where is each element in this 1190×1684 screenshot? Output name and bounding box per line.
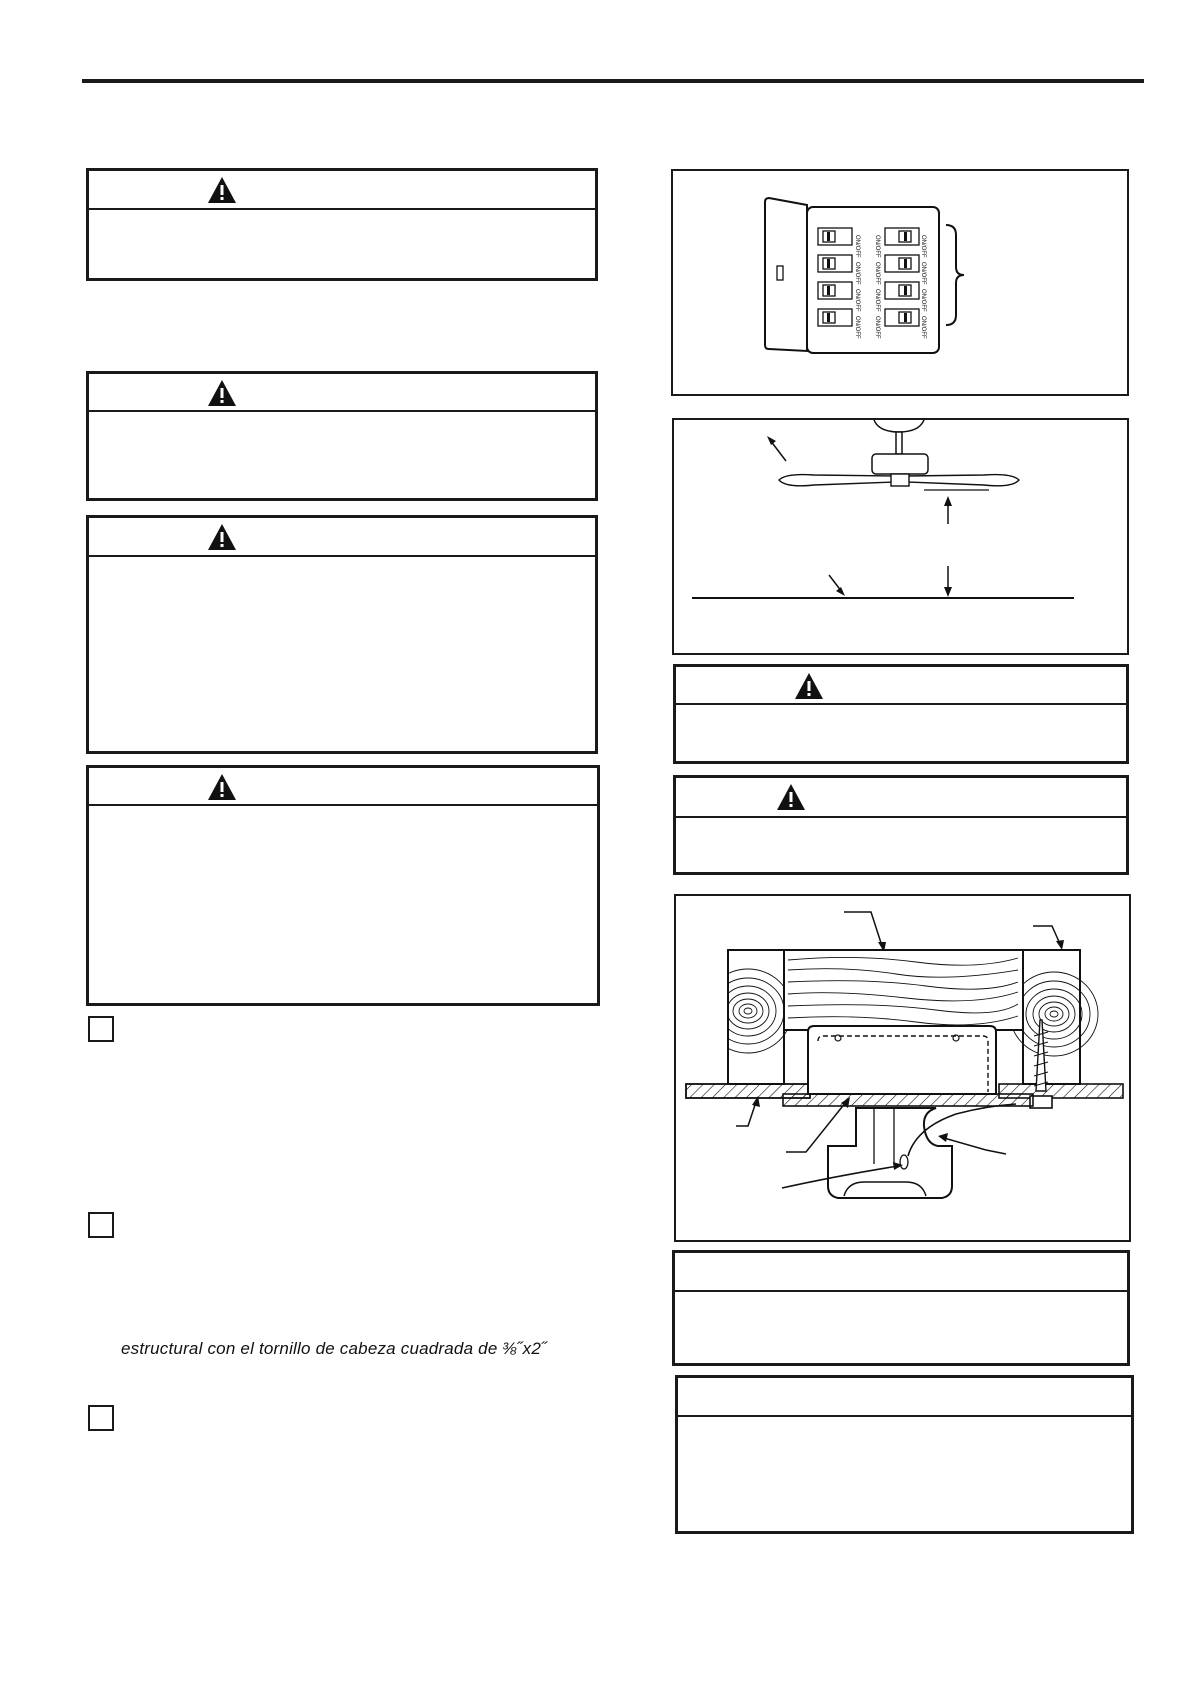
note-header bbox=[675, 1253, 1127, 1292]
step-2-text: estructural con el tornillo de cabeza cuadrada de ⅜˝x2˝ bbox=[121, 1339, 547, 1358]
svg-text:ON/OFF: ON/OFF bbox=[920, 262, 926, 285]
step-checkbox-3 bbox=[88, 1405, 114, 1431]
warning-triangle-icon bbox=[207, 523, 237, 551]
warning-box-4 bbox=[86, 765, 600, 1006]
svg-text:ON/OFF: ON/OFF bbox=[854, 289, 860, 312]
warning-header bbox=[89, 374, 595, 412]
svg-text:ON/OFF: ON/OFF bbox=[874, 262, 880, 285]
svg-text:ON/OFF: ON/OFF bbox=[874, 289, 880, 312]
warning-box-5 bbox=[673, 664, 1129, 764]
note-header bbox=[678, 1378, 1131, 1417]
warning-header bbox=[89, 768, 597, 806]
warning-box-6 bbox=[673, 775, 1129, 875]
svg-text:ON/OFF: ON/OFF bbox=[920, 289, 926, 312]
svg-text:ON/OFF: ON/OFF bbox=[854, 262, 860, 285]
warning-box-1 bbox=[86, 168, 598, 281]
warning-triangle-icon bbox=[207, 379, 237, 407]
svg-text:ON/OFF: ON/OFF bbox=[874, 235, 880, 258]
warning-header bbox=[676, 778, 1126, 818]
svg-text:ON/OFF: ON/OFF bbox=[920, 316, 926, 339]
mounting-cross-section-illustration bbox=[676, 896, 1129, 1240]
fan-clearance-illustration bbox=[674, 420, 1127, 653]
step-checkbox-1 bbox=[88, 1016, 114, 1042]
breaker-panel-illustration bbox=[673, 171, 1127, 394]
warning-box-2 bbox=[86, 371, 598, 501]
warning-header bbox=[676, 667, 1126, 705]
figure-breaker-panel bbox=[671, 169, 1129, 396]
svg-text:ON/OFF: ON/OFF bbox=[920, 235, 926, 258]
page-header-rule bbox=[82, 79, 1144, 83]
warning-box-3 bbox=[86, 515, 598, 754]
svg-text:ON/OFF: ON/OFF bbox=[854, 235, 860, 258]
warning-triangle-icon bbox=[207, 773, 237, 801]
step-checkbox-2 bbox=[88, 1212, 114, 1238]
warning-triangle-icon bbox=[794, 672, 824, 700]
note-box-1 bbox=[672, 1250, 1130, 1366]
warning-header bbox=[89, 171, 595, 210]
svg-text:ON/OFF: ON/OFF bbox=[874, 316, 880, 339]
warning-triangle-icon bbox=[776, 783, 806, 811]
figure-mounting-cross-section bbox=[674, 894, 1131, 1242]
figure-fan-clearance bbox=[672, 418, 1129, 655]
warning-header bbox=[89, 518, 595, 557]
note-box-2 bbox=[675, 1375, 1134, 1534]
warning-triangle-icon bbox=[207, 176, 237, 204]
svg-text:ON/OFF: ON/OFF bbox=[854, 316, 860, 339]
